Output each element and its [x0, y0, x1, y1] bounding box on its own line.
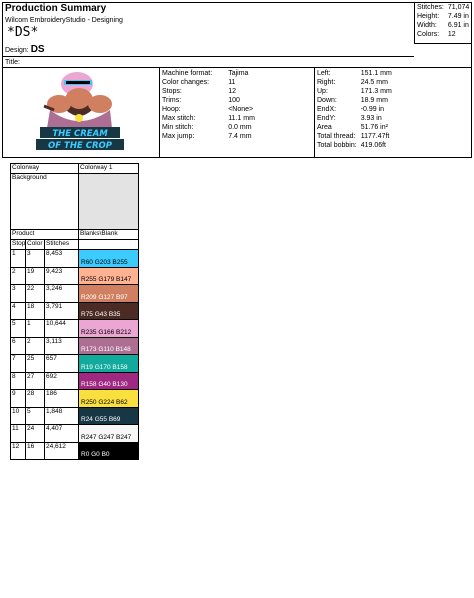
height-label: Height: [417, 13, 440, 20]
color-cell: 25 [26, 355, 45, 373]
machine-info-row [160, 78, 257, 87]
stop-cell: 1 [11, 250, 26, 268]
dimension-value: 24.5 mm [360, 79, 388, 86]
dimension-label: Total bobbin: [317, 142, 357, 149]
machine-info-label: Trims: [162, 97, 182, 104]
rgb-label: R173 G110 B148 [81, 346, 131, 353]
rgb-label: R255 G179 B147 [81, 276, 132, 283]
colorway-name: Colorway 1 [79, 164, 139, 174]
color-cell: 2 [26, 337, 45, 355]
column-header: Stitches [45, 240, 79, 250]
stop-cell: 4 [11, 302, 26, 320]
dimension-value: 3.93 in [360, 115, 382, 122]
rgb-label: R60 G203 B255 [81, 258, 128, 266]
machine-info-row [160, 96, 257, 105]
column-header-blank [79, 240, 139, 250]
column-header: Color [26, 240, 45, 250]
rgb-label: R247 G247 B247 [81, 433, 132, 441]
dimension-row [315, 114, 394, 123]
background-label: Background [11, 174, 79, 230]
dimension-label: Up: [317, 88, 328, 95]
design-value: DS [30, 44, 45, 55]
machine-info-label: Hoop: [162, 106, 181, 113]
dimension-value: 419.06ft [360, 142, 387, 149]
stitches-cell: 8,453 [45, 250, 79, 268]
height-value: 7.49 in [447, 13, 469, 20]
machine-info-label: Max jump: [162, 133, 195, 140]
color-stop-row [11, 285, 139, 303]
svg-text:OF THE CROP: OF THE CROP [48, 141, 112, 151]
colorway-table [10, 163, 139, 460]
machine-info-label: Color changes: [162, 79, 210, 86]
rgb-label: R158 G40 B130 [81, 381, 128, 388]
dimension-label: Total thread: [317, 133, 356, 140]
dimension-value: 171.3 mm [360, 88, 392, 95]
machine-info-row [160, 69, 257, 78]
color-cell: 19 [26, 267, 45, 285]
color-swatch [79, 390, 139, 408]
stitches-cell: 3,246 [45, 285, 79, 303]
dimension-label: Area [317, 124, 332, 131]
color-stop-row [11, 320, 139, 338]
machine-info-value: 0.0 mm [228, 124, 252, 131]
color-swatch [79, 355, 139, 373]
color-swatch [79, 285, 139, 303]
product-label: Product [11, 230, 79, 240]
color-cell: 18 [26, 302, 45, 320]
color-stop-row [11, 250, 139, 268]
dimension-label: Down: [317, 97, 337, 104]
color-cell: 22 [26, 285, 45, 303]
width-value: 6.91 in [447, 22, 469, 29]
color-swatch [79, 407, 139, 425]
title-label: Title: [5, 59, 20, 66]
dimension-value: 51.76 in² [360, 124, 388, 131]
stop-cell: 7 [11, 355, 26, 373]
color-swatch [79, 337, 139, 355]
stitches-cell: 1,848 [45, 407, 79, 425]
dimension-value: 1177.47ft [360, 133, 390, 140]
color-stop-row [11, 407, 139, 425]
color-cell: 27 [26, 372, 45, 390]
background-swatch [79, 174, 139, 230]
stop-cell: 9 [11, 390, 26, 408]
stop-cell: 10 [11, 407, 26, 425]
color-swatch [79, 425, 139, 443]
dimension-row [315, 141, 394, 150]
rgb-label: R235 G166 B212 [81, 328, 132, 336]
dimension-label: EndX: [317, 106, 337, 113]
color-stop-row [11, 355, 139, 373]
subtitle: Wilcom EmbroideryStudio - Designing [5, 17, 123, 24]
machine-info-label: Stops: [162, 88, 182, 95]
rgb-label: R209 G127 B97 [81, 293, 128, 301]
dimension-label: Right: [317, 79, 336, 86]
dimension-label: Left: [317, 70, 331, 77]
color-cell: 24 [26, 425, 45, 443]
stitches-value: 71,074 [447, 4, 470, 11]
column-header: Stop [11, 240, 26, 250]
stop-cell: 8 [11, 372, 26, 390]
stitches-label: Stitches: [417, 4, 444, 11]
color-stop-row [11, 390, 139, 408]
rgb-label: R19 G170 B158 [81, 363, 128, 371]
machine-info-value: 100 [228, 97, 240, 104]
dimension-value: 151.1 mm [360, 70, 392, 77]
image-caption: THE CREAM [52, 129, 108, 139]
design-row [5, 44, 45, 55]
rgb-label: R24 G55 B69 [81, 416, 121, 423]
machine-info-value: 11 [228, 79, 236, 86]
stop-cell: 5 [11, 320, 26, 338]
color-swatch [79, 442, 139, 460]
machine-info-row [160, 132, 257, 141]
stitches-cell: 3,113 [45, 337, 79, 355]
dimension-row [315, 78, 394, 87]
design-code-display: *DS* [7, 25, 39, 40]
machine-info-row [160, 87, 257, 96]
dimension-row [315, 69, 394, 78]
machine-info-label: Min stitch: [162, 124, 194, 131]
stop-cell: 11 [11, 425, 26, 443]
design-label: Design: [5, 47, 29, 54]
stitches-cell: 4,407 [45, 425, 79, 443]
dimension-value: -0.99 in [360, 106, 385, 113]
rgb-label: R75 G43 B35 [81, 311, 121, 318]
color-cell: 5 [26, 407, 45, 425]
dimension-value: 18.9 mm [360, 97, 388, 104]
machine-info-value: 7.4 mm [228, 133, 252, 140]
machine-info-value: 12 [228, 88, 236, 95]
rgb-label: R0 G0 B0 [81, 451, 110, 458]
dimension-row [315, 105, 394, 114]
color-cell: 1 [26, 320, 45, 338]
machine-info-label: Max stitch: [162, 115, 196, 122]
dimension-row [315, 132, 394, 141]
color-cell: 28 [26, 390, 45, 408]
stitches-cell: 657 [45, 355, 79, 373]
color-stop-row [11, 372, 139, 390]
color-stop-row [11, 337, 139, 355]
machine-info-value: 11.1 mm [228, 115, 255, 122]
color-swatch [79, 267, 139, 285]
stitches-cell: 24,612 [45, 442, 79, 460]
machine-info-row [160, 105, 257, 114]
colors-label: Colors: [417, 31, 440, 38]
colorway-label: Colorway [11, 164, 79, 174]
dimension-row [315, 123, 394, 132]
color-stop-row [11, 302, 139, 320]
color-cell: 3 [26, 250, 45, 268]
stop-cell: 12 [11, 442, 26, 460]
dimension-row [315, 96, 394, 105]
stop-cell: 6 [11, 337, 26, 355]
machine-info-row [160, 123, 257, 132]
color-stop-row [11, 425, 139, 443]
stitches-cell: 692 [45, 372, 79, 390]
stats-box [414, 2, 472, 44]
rgb-label: R250 G224 B62 [81, 398, 128, 406]
color-swatch [79, 320, 139, 338]
color-stop-row [11, 267, 139, 285]
stop-cell: 2 [11, 267, 26, 285]
dimensions-table [315, 69, 394, 150]
stitches-cell: 9,423 [45, 267, 79, 285]
stitches-cell: 186 [45, 390, 79, 408]
color-cell: 16 [26, 442, 45, 460]
machine-info-label: Machine format: [162, 70, 213, 77]
stitches-cell: 10,644 [45, 320, 79, 338]
color-stop-row [11, 442, 139, 460]
design-preview-image [22, 70, 142, 154]
dimension-row [315, 87, 394, 96]
stitches-cell: 3,791 [45, 302, 79, 320]
machine-info-row [160, 114, 257, 123]
color-swatch [79, 372, 139, 390]
machine-info-value: Tajima [228, 70, 249, 77]
stop-cell: 3 [11, 285, 26, 303]
dimension-label: EndY: [317, 115, 336, 122]
color-swatch [79, 302, 139, 320]
width-label: Width: [417, 22, 437, 29]
machine-info-table [160, 69, 257, 141]
color-swatch [79, 250, 139, 268]
colors-value: 12 [447, 31, 456, 38]
product-name: Blanks\Blank [79, 230, 139, 240]
title-row-divider [2, 56, 414, 57]
page-title: Production Summary [5, 3, 107, 14]
machine-info-value: <None> [228, 106, 254, 113]
